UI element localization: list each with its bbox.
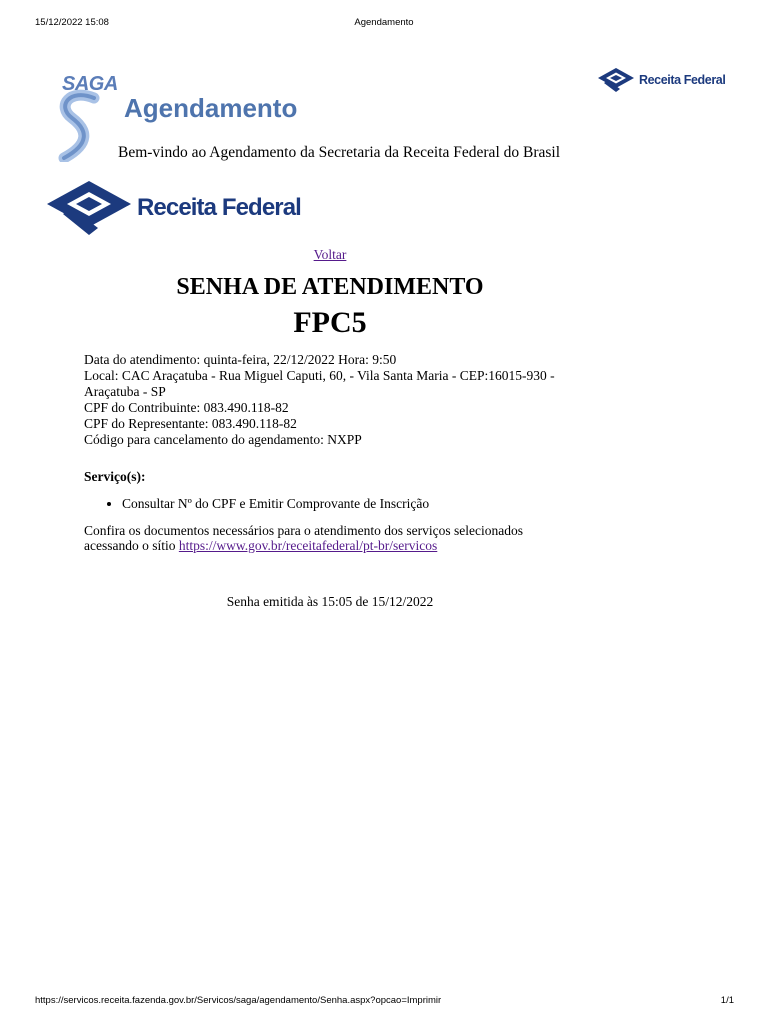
- issued-timestamp: Senha emitida às 15:05 de 15/12/2022: [226, 594, 434, 609]
- appointment-details: [84, 352, 584, 448]
- documents-notice: [84, 523, 554, 553]
- saga-logo: [50, 58, 118, 162]
- print-datetime: 15/12/2022 15:08: [35, 17, 109, 28]
- receita-federal-logo-large: [45, 178, 301, 238]
- receita-federal-small-text: Receita Federal: [639, 73, 726, 87]
- receita-federal-large-text: Receita Federal: [137, 194, 301, 221]
- print-url: https://servicos.receita.fazenda.gov.br/Servicos/saga/agendamento/Senha.aspx?opcao=Imprimir: [35, 995, 442, 1006]
- list-item: • Consultar Nº do CPF e Emitir Comprovante de Inscrição: [122, 496, 429, 512]
- services-link[interactable]: https://www.gov.br/receitafederal/pt-br/servicos: [178, 538, 438, 553]
- services-list: [84, 496, 429, 512]
- print-header: [0, 17, 768, 31]
- saga-logo-text: SAGA: [62, 73, 118, 95]
- receita-federal-emblem-icon: [596, 66, 636, 94]
- appointment-location: Local: CAC Araçatuba - Rua Miguel Caputi, 60, - Vila Santa Maria - CEP:16015-930 -: [84, 368, 555, 383]
- ticket-heading: SENHA DE ATENDIMENTO: [176, 274, 484, 300]
- cancellation-code: Código para cancelamento do agendamento: NXPP: [84, 432, 362, 447]
- back-link[interactable]: Voltar: [313, 247, 347, 262]
- documents-notice-text: Confira os documentos necessários para o atendimento dos serviços selecionados acessando o sítio: [84, 523, 524, 553]
- print-title: Agendamento: [354, 17, 414, 28]
- representative-cpf: CPF do Representante: 083.490.118-82: [84, 416, 297, 431]
- page-number: 1/1: [720, 995, 734, 1006]
- appointment-date: Data do atendimento: quinta-feira, 22/12/2022 Hora: 9:50: [84, 352, 397, 367]
- appointment-location-city: Araçatuba - SP: [84, 384, 166, 399]
- receita-federal-logo-small: [596, 66, 725, 94]
- contributor-cpf: CPF do Contribuinte: 083.490.118-82: [84, 400, 289, 415]
- welcome-message: Bem-vindo ao Agendamento da Secretaria da Receita Federal do Brasil: [118, 144, 561, 161]
- print-footer: [0, 995, 768, 1009]
- app-title: Agendamento: [124, 93, 298, 123]
- services-label: Serviço(s):: [84, 469, 146, 484]
- ticket-code: FPC5: [293, 306, 367, 339]
- receita-federal-emblem-icon: [45, 178, 133, 238]
